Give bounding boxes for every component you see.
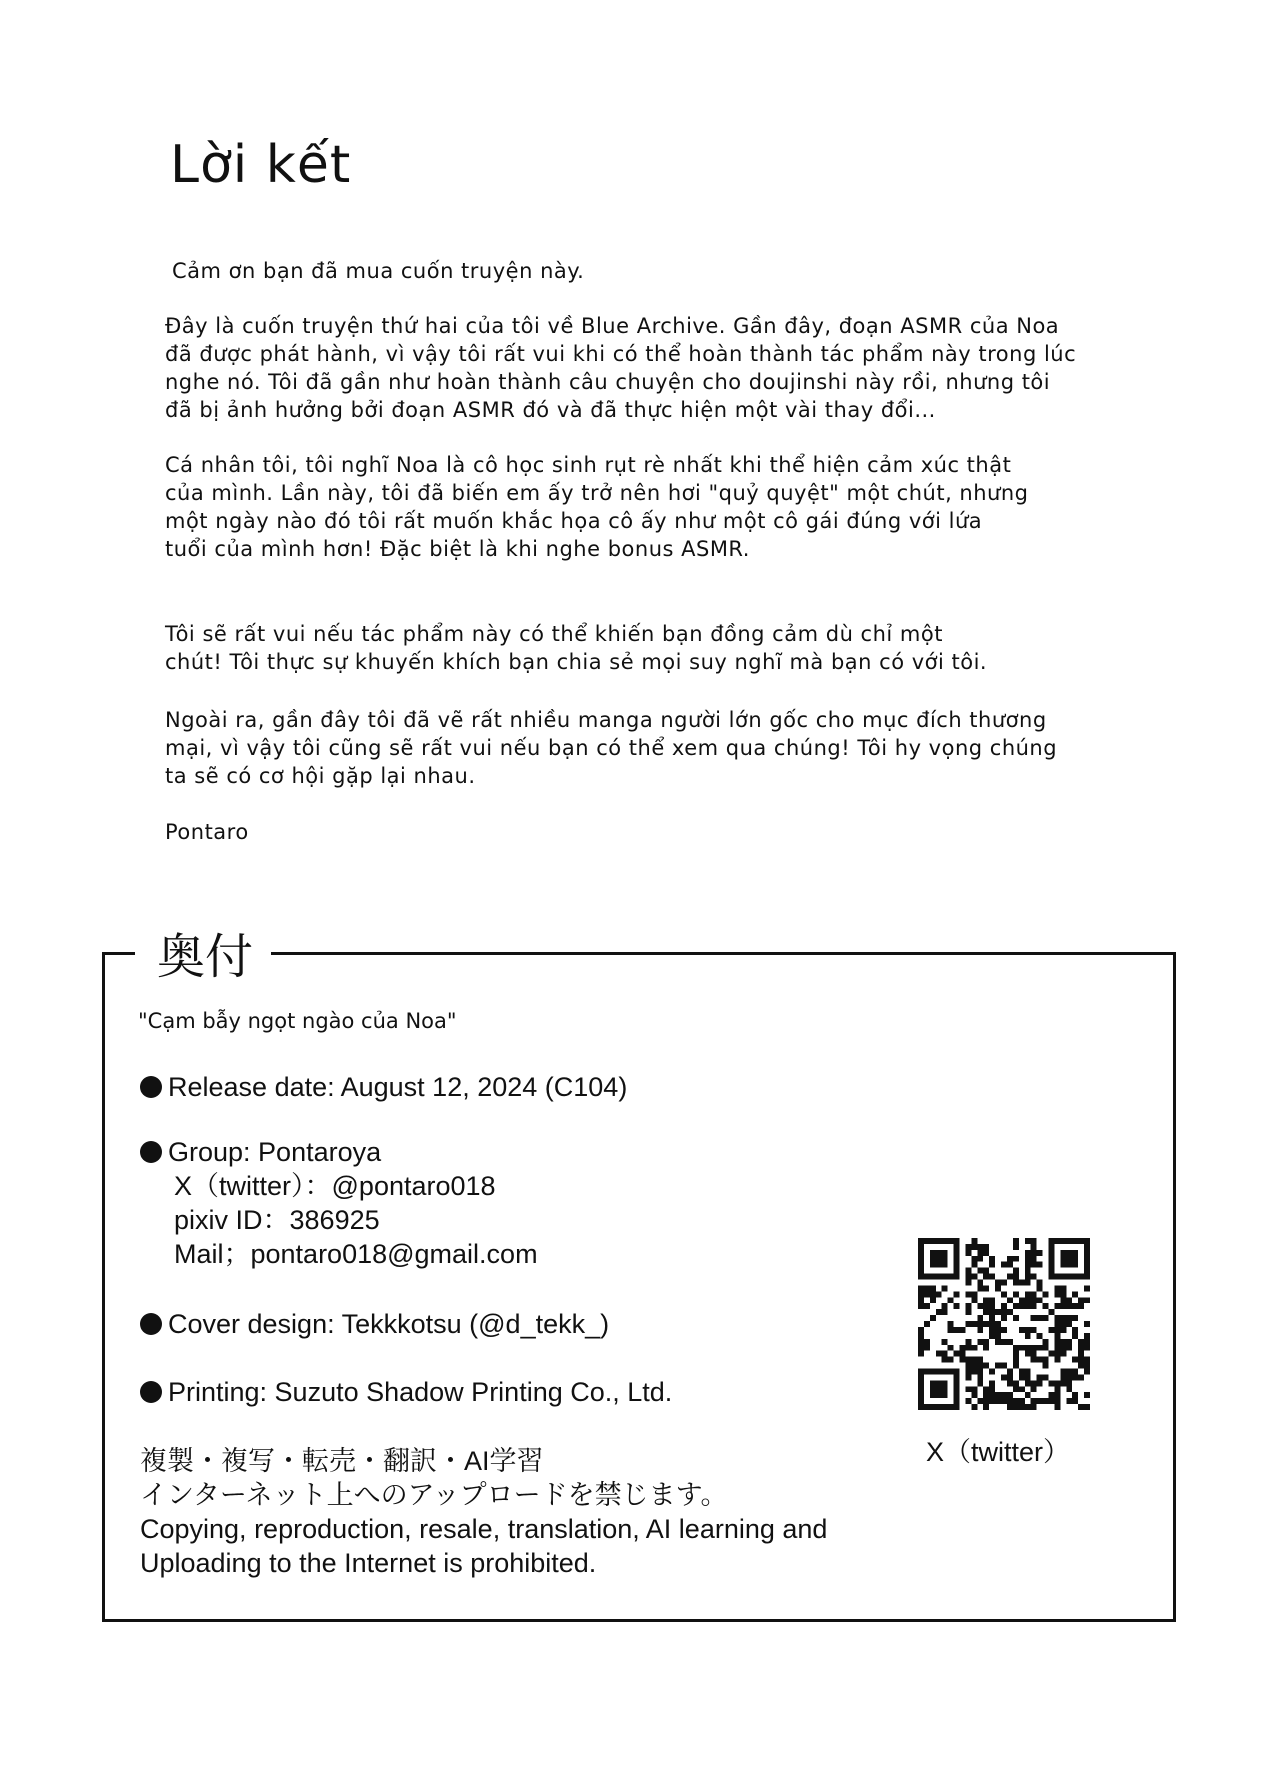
text-line: mại, vì vậy tôi cũng sẽ rất vui nếu bạn có thể xem qua chúng! Tôi hy vọng chúng (165, 736, 1058, 760)
afterword-thanks (172, 257, 584, 285)
release-text: Release date: August 12, 2024 (C104) (168, 1072, 628, 1102)
pixiv-id: pixiv ID：386925 (174, 1205, 380, 1235)
text-line: Ngoài ra, gần đây tôi đã vẽ rất nhiều manga người lớn gốc cho mục đích thương (165, 708, 1047, 732)
text-line: chút! Tôi thực sự khuyến khích bạn chia sẻ mọi suy nghĩ mà bạn có với tôi. (165, 650, 988, 674)
bullet-icon (140, 1313, 162, 1335)
printing (140, 1375, 672, 1409)
text-line: Cá nhân tôi, tôi nghĩ Noa là cô học sinh rụt rè nhất khi thể hiện cảm xúc thật (165, 453, 1012, 477)
copyright-notice (140, 1444, 827, 1580)
text-line: nghe nó. Tôi đã gần như hoàn thành câu chuyện cho doujinshi này rồi, nhưng tôi (165, 370, 1051, 394)
afterword-signature (165, 818, 249, 846)
bullet-icon (140, 1381, 162, 1403)
notice-line: Copying, reproduction, resale, translation, AI learning and (140, 1514, 828, 1544)
colophon-heading: 奥付 (135, 918, 271, 987)
text-line: đã được phát hành, vì vậy tôi rất vui khi có thể hoàn thành tác phẩm này trong lúc (165, 342, 1077, 366)
text-line: đã bị ảnh hưởng bởi đoạn ASMR đó và đã thực hiện một vài thay đổi... (165, 398, 936, 422)
cover-design (140, 1307, 609, 1341)
cover-text: Cover design: Tekkkotsu (@d_tekk_) (168, 1309, 610, 1339)
thanks-line: Cảm ơn bạn đã mua cuốn truyện này. (172, 259, 585, 283)
printing-text: Printing: Suzuto Shadow Printing Co., Ltd. (168, 1377, 673, 1407)
text-line: của mình. Lần này, tôi đã biến em ấy trở nên hơi "quỷ quyệt" một chút, nhưng (165, 481, 1029, 505)
text-line: tuổi của mình hơn! Đặc biệt là khi nghe bonus ASMR. (165, 537, 750, 561)
text-line: Đây là cuốn truyện thứ hai của tôi về Blue Archive. Gần đây, đoạn ASMR của Noa (165, 314, 1060, 338)
afterword-paragraph-3 (165, 620, 987, 676)
bullet-icon (140, 1141, 162, 1163)
text-line: Tôi sẽ rất vui nếu tác phẩm này có thể khiến bạn đồng cảm dù chỉ một (165, 622, 943, 646)
signature: Pontaro (165, 820, 249, 844)
qr-code-icon (918, 1238, 1090, 1410)
afterword-paragraph-2 (165, 451, 1029, 563)
bullet-icon (140, 1076, 162, 1098)
afterword-title: Lời kết (170, 135, 352, 195)
twitter-handle: X（twitter）：@pontaro018 (174, 1171, 496, 1201)
release-date (140, 1070, 627, 1104)
mail-address: Mail；pontaro018@gmail.com (174, 1239, 538, 1269)
notice-line: インターネット上へのアップロードを禁じます。 (140, 1480, 728, 1510)
afterword-paragraph-4 (165, 706, 1057, 790)
group-info (140, 1135, 538, 1271)
work-title: "Cạm bẫy ngọt ngào của Noa" (138, 1009, 457, 1033)
text-line: một ngày nào đó tôi rất muốn khắc họa cô ấy như một cô gái đúng với lứa (165, 509, 983, 533)
afterword-paragraph-1 (165, 312, 1076, 424)
qr-label: X（twitter） (926, 1437, 1071, 1467)
group-text: Group: Pontaroya (168, 1137, 382, 1167)
text-line: ta sẽ có cơ hội gặp lại nhau. (165, 764, 476, 788)
notice-line: 複製・複写・転売・翻訳・AI学習 (140, 1446, 544, 1476)
notice-line: Uploading to the Internet is prohibited. (140, 1548, 597, 1578)
